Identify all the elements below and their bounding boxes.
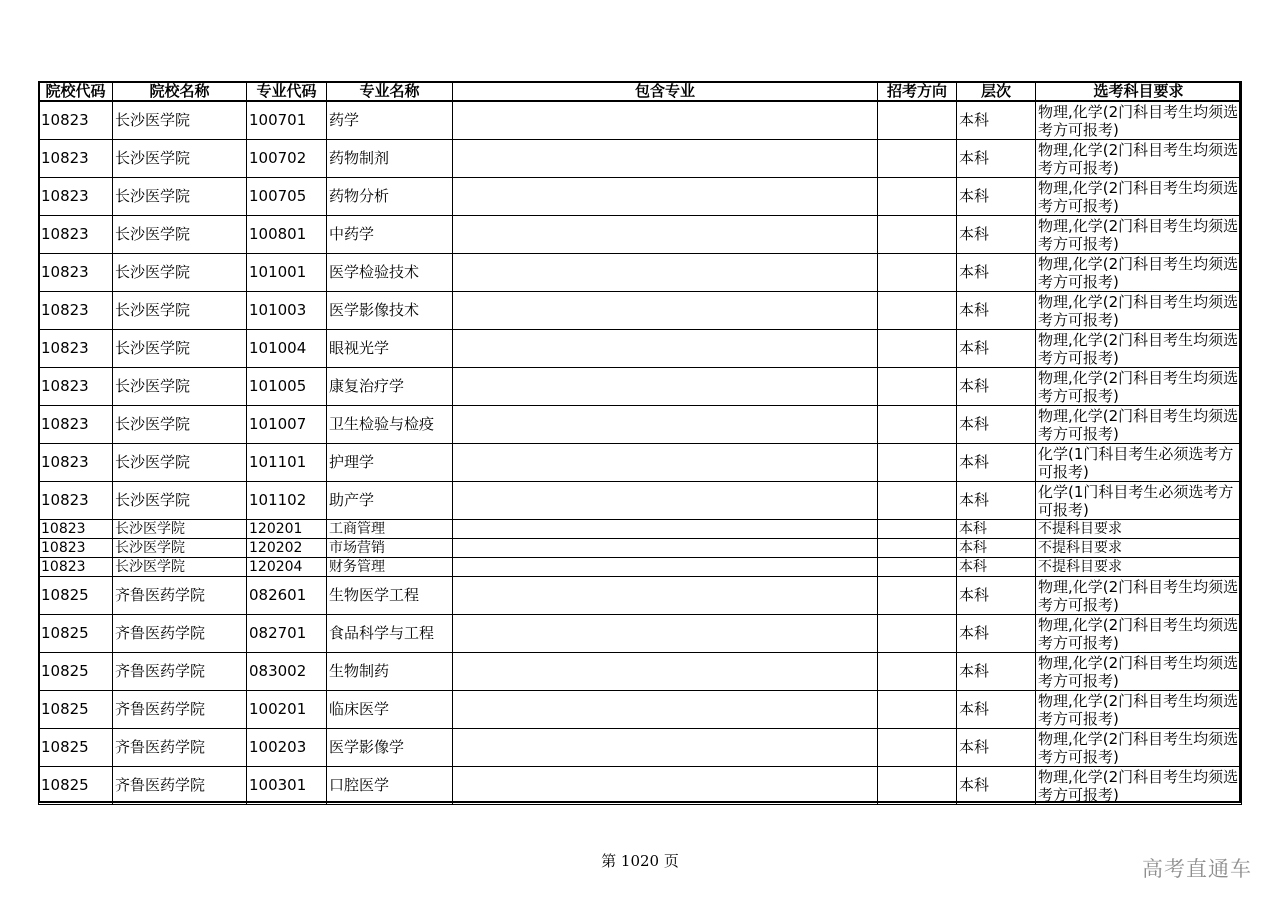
cell-major-name: 眼视光学 [327,330,453,368]
cell-subject-requirement: 物理,化学(2门科目考生均须选考方可报考) [1036,767,1242,805]
cell-school-code: 10825 [39,577,113,615]
cell-level: 本科 [957,254,1036,292]
cell-school-name: 齐鲁医药学院 [113,615,247,653]
cell-major-name: 临床医学 [327,691,453,729]
header-school-name: 院校名称 [113,82,247,102]
cell-major-code: 100702 [247,140,327,178]
cell-included-majors [453,539,878,558]
table-row [39,178,1242,216]
cell-major-code: 100301 [247,767,327,805]
cell-major-name: 工商管理 [327,520,453,539]
cell-school-name: 齐鲁医药学院 [113,767,247,805]
table-row [39,101,1242,140]
cell-school-code: 10823 [39,178,113,216]
cell-major-name: 财务管理 [327,558,453,577]
cell-direction [878,254,957,292]
table-row [39,330,1242,368]
cell-school-name: 长沙医学院 [113,482,247,520]
cell-included-majors [453,368,878,406]
cell-major-name: 康复治疗学 [327,368,453,406]
cell-major-name: 市场营销 [327,539,453,558]
cell-school-code: 10823 [39,482,113,520]
cell-school-name: 长沙医学院 [113,216,247,254]
cell-direction [878,406,957,444]
cell-school-code: 10823 [39,254,113,292]
cell-included-majors [453,292,878,330]
cell-included-majors [453,101,878,140]
cell-school-code: 10825 [39,653,113,691]
header-included-majors: 包含专业 [453,82,878,102]
cell-subject-requirement: 不提科目要求 [1036,539,1242,558]
cell-school-code: 10823 [39,520,113,539]
cell-school-name: 长沙医学院 [113,444,247,482]
cell-major-code: 100801 [247,216,327,254]
cell-included-majors [453,558,878,577]
cell-included-majors [453,178,878,216]
cell-level: 本科 [957,292,1036,330]
cell-direction [878,539,957,558]
cell-subject-requirement: 物理,化学(2门科目考生均须选考方可报考) [1036,653,1242,691]
cell-school-name: 长沙医学院 [113,254,247,292]
cell-school-code: 10823 [39,140,113,178]
cell-included-majors [453,140,878,178]
cell-included-majors [453,653,878,691]
cell-major-code: 120204 [247,558,327,577]
cell-direction [878,767,957,805]
cell-level: 本科 [957,691,1036,729]
cell-school-name: 长沙医学院 [113,178,247,216]
cell-direction [878,653,957,691]
admission-table [38,81,1242,805]
cell-direction [878,729,957,767]
cell-major-code: 100203 [247,729,327,767]
cell-subject-requirement: 不提科目要求 [1036,520,1242,539]
cell-included-majors [453,216,878,254]
cell-major-name: 药物制剂 [327,140,453,178]
cell-major-name: 药学 [327,101,453,140]
table-body [39,101,1242,805]
table-row [39,691,1242,729]
cell-subject-requirement: 物理,化学(2门科目考生均须选考方可报考) [1036,577,1242,615]
cell-included-majors [453,444,878,482]
cell-school-name: 长沙医学院 [113,406,247,444]
cell-major-name: 食品科学与工程 [327,615,453,653]
table-row [39,520,1242,539]
cell-subject-requirement: 物理,化学(2门科目考生均须选考方可报考) [1036,368,1242,406]
table-row [39,767,1242,805]
cell-level: 本科 [957,577,1036,615]
cell-major-code: 101005 [247,368,327,406]
cell-major-code: 120201 [247,520,327,539]
cell-major-name: 护理学 [327,444,453,482]
cell-major-code: 100701 [247,101,327,140]
cell-included-majors [453,615,878,653]
cell-school-code: 10825 [39,691,113,729]
cell-subject-requirement: 物理,化学(2门科目考生均须选考方可报考) [1036,216,1242,254]
cell-level: 本科 [957,406,1036,444]
cell-major-name: 生物制药 [327,653,453,691]
cell-major-code: 100201 [247,691,327,729]
cell-school-code: 10825 [39,729,113,767]
cell-direction [878,330,957,368]
cell-level: 本科 [957,615,1036,653]
cell-subject-requirement: 物理,化学(2门科目考生均须选考方可报考) [1036,254,1242,292]
cell-school-code: 10823 [39,444,113,482]
cell-direction [878,615,957,653]
cell-school-name: 长沙医学院 [113,539,247,558]
cell-direction [878,216,957,254]
header-subject-requirement: 选考科目要求 [1036,82,1242,102]
table-row [39,254,1242,292]
table-row [39,368,1242,406]
cell-major-code: 082601 [247,577,327,615]
cell-level: 本科 [957,444,1036,482]
cell-level: 本科 [957,539,1036,558]
table-row [39,653,1242,691]
cell-school-code: 10823 [39,216,113,254]
cell-level: 本科 [957,482,1036,520]
cell-major-name: 医学检验技术 [327,254,453,292]
cell-school-code: 10823 [39,292,113,330]
cell-school-code: 10823 [39,539,113,558]
cell-subject-requirement: 物理,化学(2门科目考生均须选考方可报考) [1036,140,1242,178]
cell-major-code: 083002 [247,653,327,691]
cell-major-name: 医学影像学 [327,729,453,767]
cell-major-name: 中药学 [327,216,453,254]
cell-major-code: 101004 [247,330,327,368]
cell-level: 本科 [957,330,1036,368]
cell-included-majors [453,577,878,615]
cell-major-code: 082701 [247,615,327,653]
cell-subject-requirement: 物理,化学(2门科目考生均须选考方可报考) [1036,101,1242,140]
cell-direction [878,444,957,482]
cell-direction [878,368,957,406]
cell-subject-requirement: 物理,化学(2门科目考生均须选考方可报考) [1036,729,1242,767]
cell-school-name: 齐鲁医药学院 [113,577,247,615]
cell-school-code: 10823 [39,101,113,140]
cell-direction [878,691,957,729]
cell-school-name: 齐鲁医药学院 [113,729,247,767]
cell-major-code: 101101 [247,444,327,482]
cell-major-name: 助产学 [327,482,453,520]
table-row [39,406,1242,444]
cell-included-majors [453,406,878,444]
table-row [39,615,1242,653]
cell-direction [878,292,957,330]
cell-level: 本科 [957,653,1036,691]
cell-school-name: 长沙医学院 [113,520,247,539]
table-row [39,292,1242,330]
table-row [39,558,1242,577]
cell-major-name: 卫生检验与检疫 [327,406,453,444]
cell-direction [878,140,957,178]
header-row [39,82,1242,102]
cell-school-name: 长沙医学院 [113,292,247,330]
cell-major-name: 医学影像技术 [327,292,453,330]
table-row [39,216,1242,254]
cell-included-majors [453,691,878,729]
table-row [39,729,1242,767]
cell-direction [878,482,957,520]
cell-level: 本科 [957,767,1036,805]
cell-school-code: 10823 [39,330,113,368]
cell-direction [878,520,957,539]
header-major-code: 专业代码 [247,82,327,102]
cell-major-name: 生物医学工程 [327,577,453,615]
header-school-code: 院校代码 [39,82,113,102]
cell-school-name: 齐鲁医药学院 [113,653,247,691]
cell-level: 本科 [957,216,1036,254]
cell-major-name: 药物分析 [327,178,453,216]
table-row [39,140,1242,178]
cell-major-code: 100705 [247,178,327,216]
cell-subject-requirement: 化学(1门科目考生必须选考方可报考) [1036,482,1242,520]
cell-subject-requirement: 化学(1门科目考生必须选考方可报考) [1036,444,1242,482]
cell-included-majors [453,330,878,368]
cell-school-name: 长沙医学院 [113,558,247,577]
cell-major-code: 120202 [247,539,327,558]
table-row [39,577,1242,615]
cell-direction [878,101,957,140]
table-row [39,444,1242,482]
cell-major-code: 101007 [247,406,327,444]
header-major-name: 专业名称 [327,82,453,102]
cell-level: 本科 [957,140,1036,178]
cell-direction [878,178,957,216]
cell-level: 本科 [957,368,1036,406]
page-number: 第 1020 页 [601,852,679,870]
cell-subject-requirement: 物理,化学(2门科目考生均须选考方可报考) [1036,292,1242,330]
cell-included-majors [453,729,878,767]
cell-school-name: 长沙医学院 [113,330,247,368]
table-row [39,482,1242,520]
cell-major-code: 101102 [247,482,327,520]
cell-included-majors [453,520,878,539]
cell-school-name: 齐鲁医药学院 [113,691,247,729]
cell-included-majors [453,254,878,292]
cell-subject-requirement: 物理,化学(2门科目考生均须选考方可报考) [1036,330,1242,368]
cell-subject-requirement: 物理,化学(2门科目考生均须选考方可报考) [1036,406,1242,444]
cell-direction [878,558,957,577]
cell-level: 本科 [957,558,1036,577]
cell-level: 本科 [957,178,1036,216]
cell-subject-requirement: 物理,化学(2门科目考生均须选考方可报考) [1036,615,1242,653]
cell-subject-requirement: 不提科目要求 [1036,558,1242,577]
cell-school-code: 10823 [39,558,113,577]
header-direction: 招考方向 [878,82,957,102]
cell-school-code: 10823 [39,406,113,444]
cell-school-code: 10825 [39,767,113,805]
cell-school-code: 10825 [39,615,113,653]
cell-major-code: 101003 [247,292,327,330]
header-level: 层次 [957,82,1036,102]
cell-direction [878,577,957,615]
cell-subject-requirement: 物理,化学(2门科目考生均须选考方可报考) [1036,178,1242,216]
cell-subject-requirement: 物理,化学(2门科目考生均须选考方可报考) [1036,691,1242,729]
cell-school-name: 长沙医学院 [113,101,247,140]
cell-level: 本科 [957,520,1036,539]
cell-level: 本科 [957,729,1036,767]
table-row [39,539,1242,558]
cell-major-name: 口腔医学 [327,767,453,805]
cell-included-majors [453,482,878,520]
cell-major-code: 101001 [247,254,327,292]
cell-level: 本科 [957,101,1036,140]
cell-school-name: 长沙医学院 [113,140,247,178]
cell-school-name: 长沙医学院 [113,368,247,406]
watermark: 高考直通车 [1142,857,1252,881]
cell-included-majors [453,767,878,805]
cell-school-code: 10823 [39,368,113,406]
